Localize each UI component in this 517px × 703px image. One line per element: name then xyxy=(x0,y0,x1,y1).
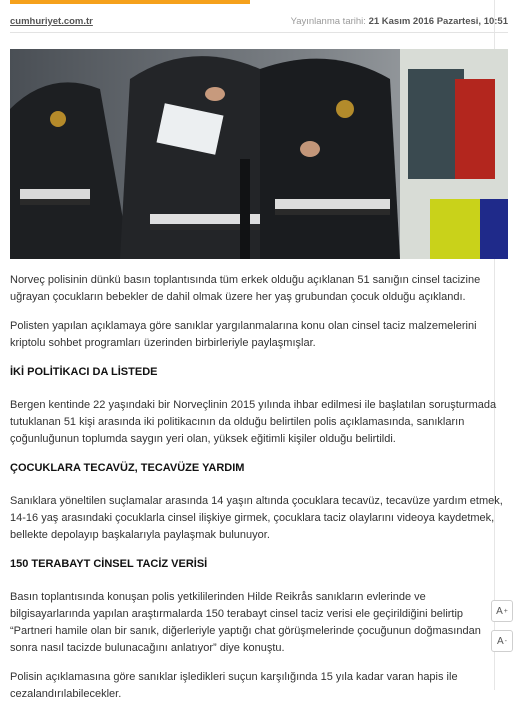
minus-icon: - xyxy=(504,637,507,645)
article-paragraph-5: Basın toplantısında konuşan polis yetkililerinden Hilde Reikrås sanıkların evlerinde ve bilgisayarlarında yapılan araştırmalarda 150 terabayt cinsel taciz verisi ele geçirildiğini belirtip “Partneri hamile olan bir sanık, diğerleriyle yaptığı chat görüşmelerinde çocuğunun doğmasından sonra nasıl tacizde bulunacağını anlatıyor” diye konuştu. xyxy=(10,591,481,654)
published-date: 21 Kasım 2016 Pazartesi, 10:51 xyxy=(368,15,508,27)
hero-image xyxy=(10,49,508,259)
top-accent-bar xyxy=(10,0,250,4)
section-heading-1: İKİ POLİTİKACI DA LİSTEDE xyxy=(10,366,158,378)
article-paragraph-2: Polisten yapılan açıklamaya göre sanıklar yargılanmalarına konu olan cinsel taciz malzemelerini kriptolu sohbet programları üzerinden birbirleriyle paylaşmışlar. xyxy=(10,320,477,349)
font-increase-button[interactable] xyxy=(491,600,513,622)
site-link[interactable]: cumhuriyet.com.tr xyxy=(10,15,93,27)
publication-date xyxy=(291,16,508,27)
font-increase-label: A xyxy=(496,605,503,617)
article-paragraph-1: Norveç polisinin dünkü basın toplantısında tüm erkek olduğu açıklanan 51 sanığın cinsel tacizine uğrayan çocukların bebekler de dahil olmak üzere her yaş grubundan çocuk olduğu açıklandı. xyxy=(10,274,481,303)
article-paragraph-6: Polisin açıklamasına göre sanıklar işledikleri suçun karşılığında 15 yıla kadar varan hapis ile cezalandırılabilecekler. xyxy=(10,671,458,700)
section-heading-3: 150 TERABAYT CİNSEL TACİZ VERİSİ xyxy=(10,558,208,570)
font-decrease-button[interactable] xyxy=(491,630,513,652)
article-body xyxy=(10,272,504,703)
published-label: Yayınlanma tarihi: xyxy=(290,15,366,27)
font-decrease-label: A xyxy=(496,635,504,647)
plus-icon: + xyxy=(503,607,508,615)
article-paragraph-4: Sanıklara yöneltilen suçlamalar arasında 14 yaşın altında çocuklara tecavüz, tecavüze yardım etmek, 14-16 yaş arasındaki çocuklarla cinsel ilişkiye girmek, çocuklara taciz olaylarını videoya kaydetmek, bellekte depolayıp başkalarıyla paylaşmak bulunuyor. xyxy=(10,495,503,541)
article-meta-bar xyxy=(10,10,508,33)
article-paragraph-3: Bergen kentinde 22 yaşındaki bir Norveçlinin 2015 yılında ihbar edilmesi ile başlatılan soruşturmada tutuklanan 51 kişi arasında iki politikacının da olduğu belirtilen polis açıklamasında, sanıkların çoğunluğunun toplumda saygın yeri olan, yüksek eğitimli kişiler olduğu belirtildi. xyxy=(10,399,497,445)
section-heading-2: ÇOCUKLARA TECAVÜZ, TECAVÜZE YARDIM xyxy=(10,462,245,474)
police-officers-photo xyxy=(10,49,508,259)
